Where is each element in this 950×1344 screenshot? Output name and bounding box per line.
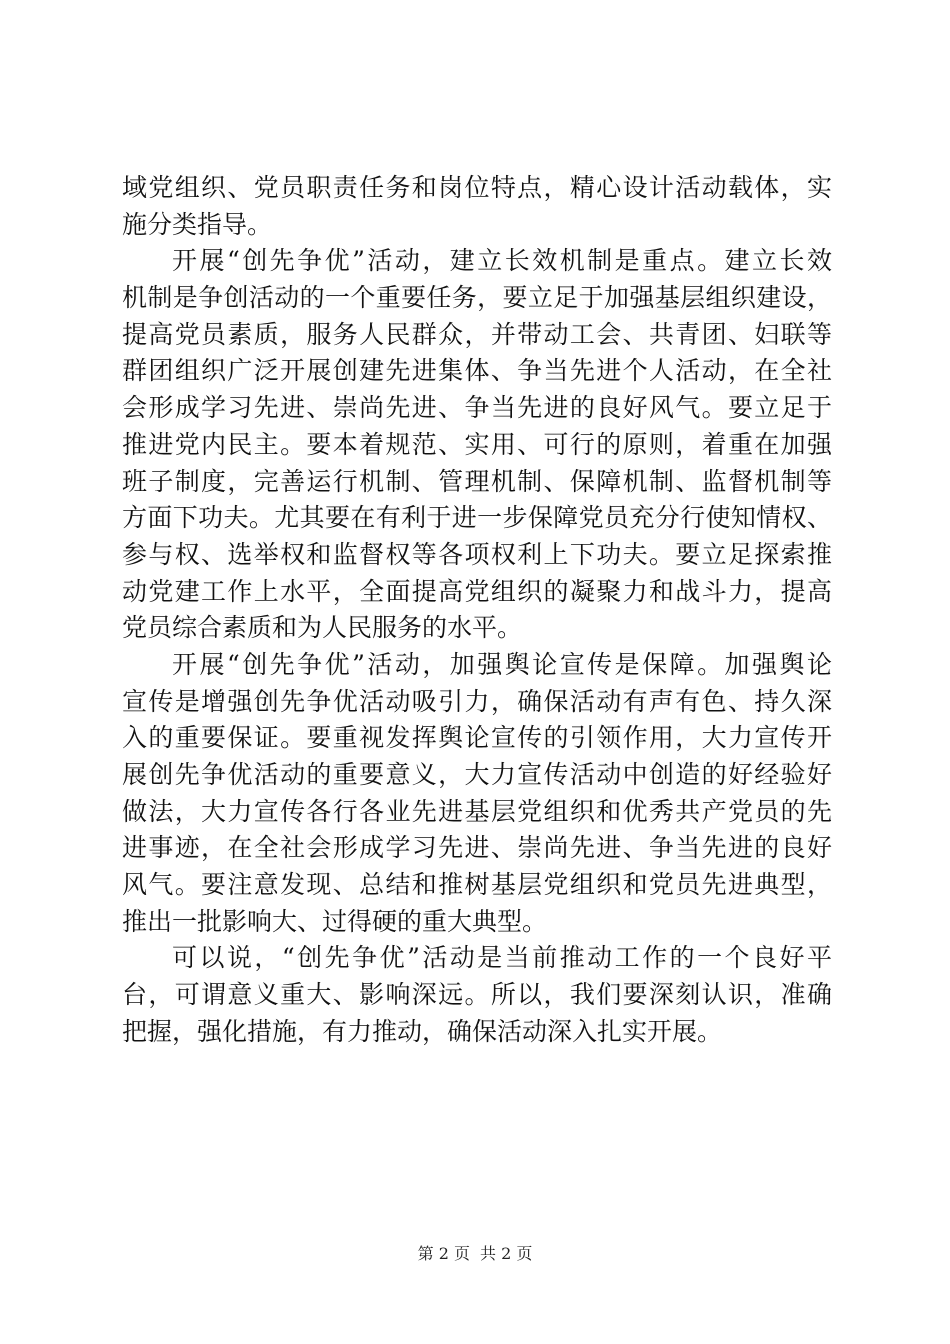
page-total: 共 2 页 <box>480 1244 533 1263</box>
text-line: 域党组织、党员职责任务和岗位特点，精心设计活动载体，实 <box>122 173 832 202</box>
text-line: 入的重要保证。要重视发挥舆论宣传的引领作用，大力宣传开 <box>122 723 832 753</box>
text-line: 党员综合素质和为人民服务的水平。 <box>122 613 523 643</box>
text-line: 会形成学习先进、崇尚先进、争当先进的良好风气。要立足于 <box>122 393 832 423</box>
text-line: 推出一批影响大、过得硬的重大典型。 <box>122 906 548 936</box>
page-footer <box>0 1242 950 1266</box>
text-line: 进事迹，在全社会形成学习先进、崇尚先进、争当先进的良好 <box>122 833 832 863</box>
text-line: 提高党员素质，服务人民群众，并带动工会、共青团、妇联等 <box>122 319 832 349</box>
paragraph-start-line: 开展“创先争优”活动，建立长效机制是重点。建立长效 <box>172 246 832 276</box>
paragraph-start-line: 开展“创先争优”活动，加强舆论宣传是保障。加强舆论 <box>172 649 832 679</box>
text-line: 推进党内民主。要本着规范、实用、可行的原则，着重在加强 <box>122 429 832 459</box>
text-line: 宣传是增强创先争优活动吸引力，确保活动有声有色、持久深 <box>122 686 832 716</box>
paragraph-start-line: 可以说，“创先争优”活动是当前推动工作的一个良好平 <box>172 943 832 973</box>
text-line: 方面下功夫。尤其要在有利于进一步保障党员充分行使知情权、 <box>122 503 832 533</box>
text-line: 班子制度，完善运行机制、管理机制、保障机制、监督机制等 <box>122 466 832 496</box>
text-line: 风气。要注意发现、总结和推树基层党组织和党员先进典型， <box>122 870 832 900</box>
page-number: 第 2 页 <box>417 1244 470 1263</box>
document-body <box>122 170 832 1051</box>
text-line: 机制是争创活动的一个重要任务，要立足于加强基层组织建设， <box>122 283 832 313</box>
text-line: 展创先争优活动的重要意义，大力宣传活动中创造的好经验好 <box>122 760 832 789</box>
text-line: 参与权、选举权和监督权等各项权利上下功夫。要立足探索推 <box>122 539 832 569</box>
text-line: 把握，强化措施，有力推动，确保活动深入扎实开展。 <box>122 1016 723 1046</box>
text-line: 做法，大力宣传各行各业先进基层党组织和优秀共产党员的先 <box>122 796 832 826</box>
text-line: 台，可谓意义重大、影响深远。所以，我们要深刻认识，准确 <box>122 980 832 1010</box>
text-line: 群团组织广泛开展创建先进集体、争当先进个人活动，在全社 <box>122 356 832 386</box>
text-line: 施分类指导。 <box>122 209 273 239</box>
text-line: 动党建工作上水平，全面提高党组织的凝聚力和战斗力，提高 <box>122 576 832 606</box>
